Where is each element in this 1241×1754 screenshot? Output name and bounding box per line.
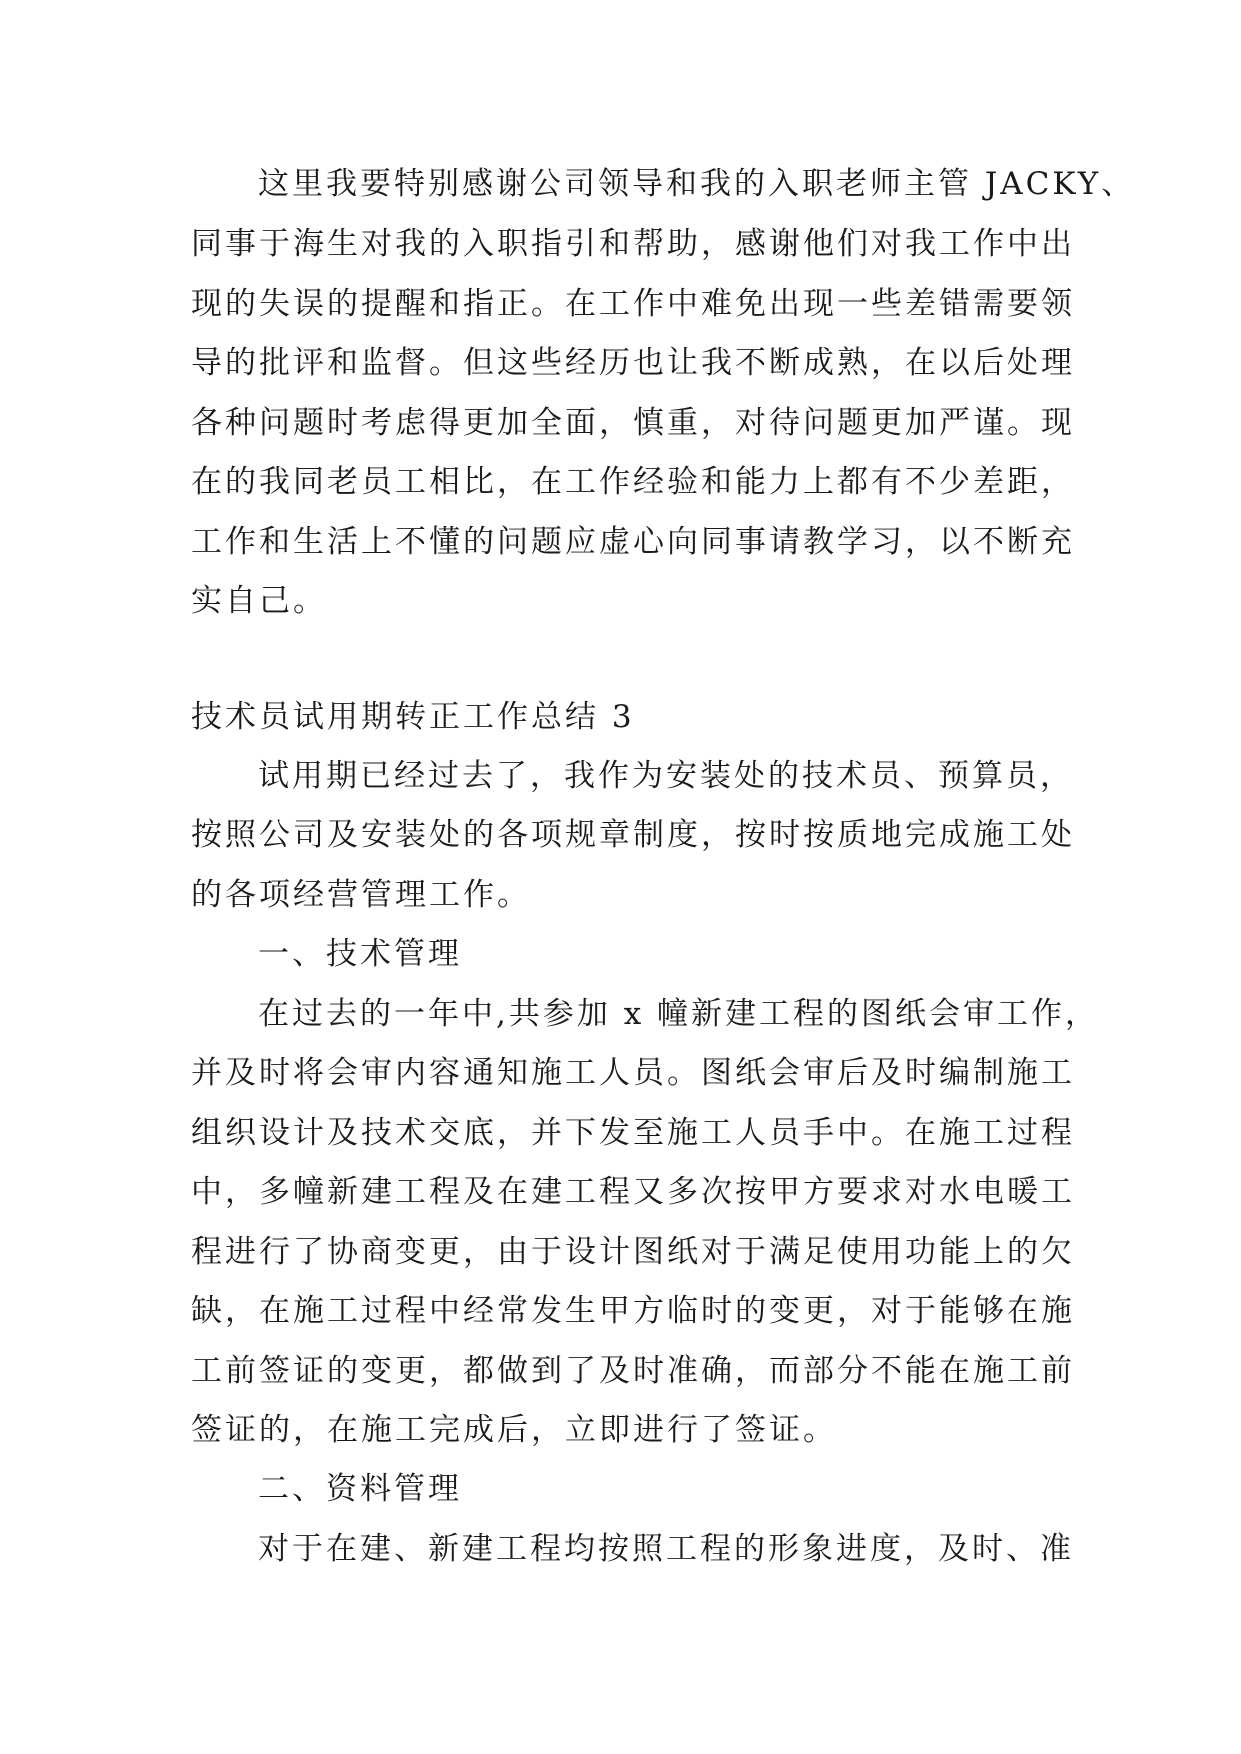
paragraph-1-line-6: 在的我同老员工相比，在工作经验和能力上都有不少差距，: [191, 464, 1075, 500]
paragraph-3-line-4: 中，多幢新建工程及在建工程又多次按甲方要求对水电暖工: [191, 1174, 1075, 1210]
paragraph-1-line-1: 这里我要特别感谢公司领导和我的入职老师主管 JACKY、: [258, 166, 1136, 202]
paragraph-1-line-4: 导的批评和监督。但这些经历也让我不断成熟，在以后处理: [191, 345, 1075, 381]
paragraph-3-line-6: 缺，在施工过程中经常发生甲方临时的变更，对于能够在施: [191, 1293, 1075, 1329]
paragraph-3-line-1: 在过去的一年中,共参加 x 幢新建工程的图纸会审工作，: [258, 996, 1100, 1032]
paragraph-1-line-3: 现的失误的提醒和指正。在工作中难免出现一些差错需要领: [191, 286, 1075, 322]
paragraph-2-line-3: 的各项经营管理工作。: [191, 877, 531, 913]
section-title: 技术员试用期转正工作总结 3: [191, 699, 635, 735]
paragraph-3-line-7: 工前签证的变更，都做到了及时准确，而部分不能在施工前: [191, 1353, 1075, 1389]
paragraph-3-line-5: 程进行了协商变更，由于设计图纸对于满足使用功能上的欠: [191, 1234, 1075, 1270]
heading-document-management: 二、资料管理: [258, 1471, 462, 1507]
paragraph-3-line-8: 签证的，在施工完成后，立即进行了签证。: [191, 1412, 837, 1448]
paragraph-1-line-7: 工作和生活上不懂的问题应虚心向同事请教学习，以不断充: [191, 524, 1075, 560]
paragraph-1-line-5: 各种问题时考虑得更加全面，慎重，对待问题更加严谨。现: [191, 405, 1075, 441]
paragraph-4-line-1: 对于在建、新建工程均按照工程的形象进度，及时、准: [258, 1531, 1074, 1567]
paragraph-1-line-2: 同事于海生对我的入职指引和帮助，感谢他们对我工作中出: [191, 226, 1075, 262]
paragraph-3-line-3: 组织设计及技术交底，并下发至施工人员手中。在施工过程: [191, 1115, 1075, 1151]
paragraph-2-line-2: 按照公司及安装处的各项规章制度，按时按质地完成施工处: [191, 817, 1075, 853]
paragraph-2-line-1: 试用期已经过去了，我作为安装处的技术员、预算员，: [258, 758, 1074, 794]
paragraph-3-line-2: 并及时将会审内容通知施工人员。图纸会审后及时编制施工: [191, 1055, 1075, 1091]
paragraph-1-line-8: 实自己。: [191, 583, 327, 619]
heading-technical-management: 一、技术管理: [258, 936, 462, 972]
